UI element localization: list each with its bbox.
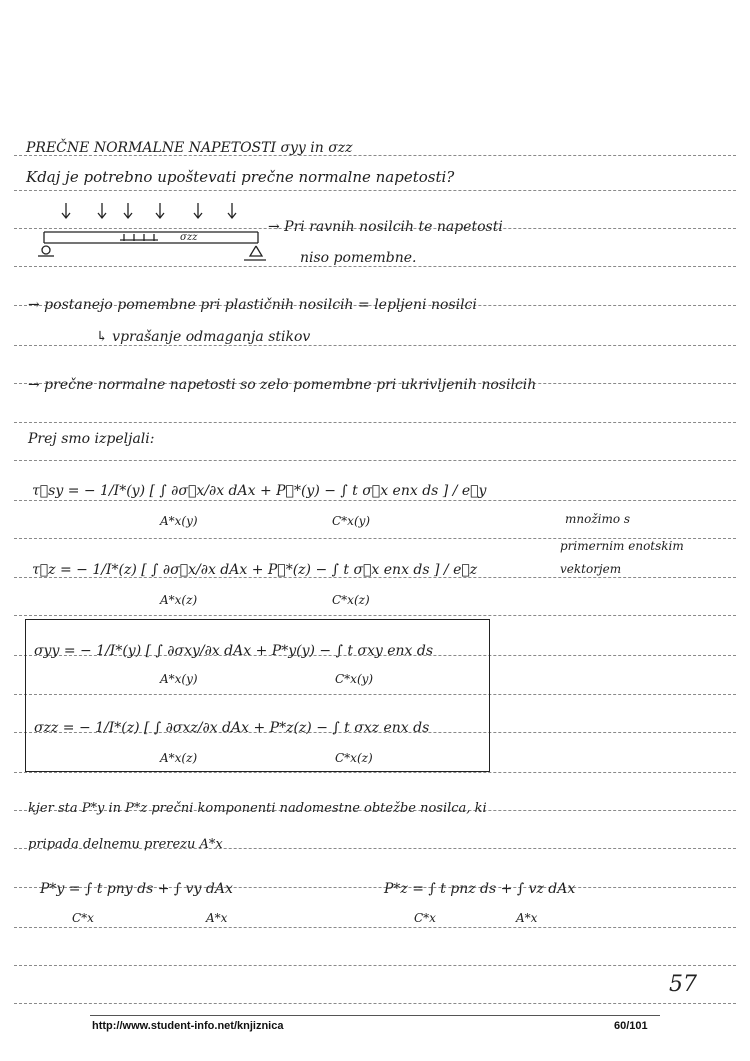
point-curved: → prečne normalne napetosti so zelo pomembne pri ukrivljenih nosilcih: [28, 377, 537, 393]
intro-text: Prej smo izpeljali:: [28, 431, 155, 447]
equation-sigma-zz: σzz = − 1/I*(z) [ ∫ ∂σxz/∂x dAx + P*z(z) − ∫ t σxz enx ds: [34, 720, 430, 736]
handwritten-page-number: 57: [669, 972, 697, 997]
equation-tau-z: τ⃗z = − 1/I*(z) [ ∫ ∂σ⃗x/∂x dAx + P⃗*(z) − ∫ t σ⃗x enx ds ] / e⃗z: [32, 562, 478, 578]
equation-tau-z-contour: C*x(z): [332, 593, 370, 607]
side-note-line2: primernim enotskim: [560, 539, 684, 553]
point-joints: ↳ vprašanje odmaganja stikov: [96, 329, 311, 345]
equation-tau-y-contour: C*x(y): [332, 514, 371, 528]
boxed-equations: [25, 619, 490, 772]
equation-py: P*y = ∫ t pny ds + ∫ vy dAx: [40, 881, 233, 897]
equation-tau-y-area: A*x(y): [160, 514, 198, 528]
equation-tau-z-area: A*x(z): [160, 593, 198, 607]
equation-pz-contour: C*x: [414, 911, 436, 925]
equation-sigma-yy-contour: C*x(y): [335, 672, 374, 686]
page-heading: PREČNE NORMALNE NAPETOSTI σyy in σzz: [26, 140, 353, 156]
side-note-line1: množimo s: [565, 512, 631, 526]
equation-sigma-zz-area: A*x(z): [160, 751, 198, 765]
beam-stress-label: σzz: [180, 232, 198, 243]
footer-url[interactable]: http://www.student-info.net/knjiznica: [92, 1020, 284, 1032]
equation-sigma-yy-area: A*x(y): [160, 672, 198, 686]
equation-py-area: A*x: [206, 911, 228, 925]
question-text: Kdaj je potrebno upoštevati prečne normalne napetosti?: [26, 168, 455, 186]
equation-py-contour: C*x: [72, 911, 94, 925]
diagram-note-line1: → Pri ravnih nosilcih te napetosti: [268, 219, 503, 235]
equation-tau-y: τ⃗sy = − 1/I*(y) [ ∫ ∂σ⃗x/∂x dAx + P⃗*(y) − ∫ t σ⃗x enx ds ] / e⃗y: [32, 483, 487, 499]
side-note-line3: vektorjem: [560, 562, 622, 576]
where-line1: kjer sta P*y in P*z prečni komponenti nadomestne obtežbe nosilca, ki: [28, 801, 487, 816]
equation-sigma-yy: σyy = − 1/I*(y) [ ∫ ∂σxy/∂x dAx + P*y(y) − ∫ t σxy enx ds: [34, 643, 433, 659]
diagram-note-line2: niso pomembne.: [300, 250, 417, 266]
footer-page-count: 60/101: [614, 1020, 648, 1032]
equation-pz-area: A*x: [516, 911, 538, 925]
footer-divider: [90, 1015, 660, 1016]
equation-sigma-zz-contour: C*x(z): [335, 751, 373, 765]
equation-pz: P*z = ∫ t pnz ds + ∫ vz dAx: [384, 881, 576, 897]
point-plastic: → postanejo pomembne pri plastičnih nosilcih = lepljeni nosilci: [28, 297, 477, 313]
where-line2: pripada delnemu prerezu A*x: [28, 837, 223, 852]
